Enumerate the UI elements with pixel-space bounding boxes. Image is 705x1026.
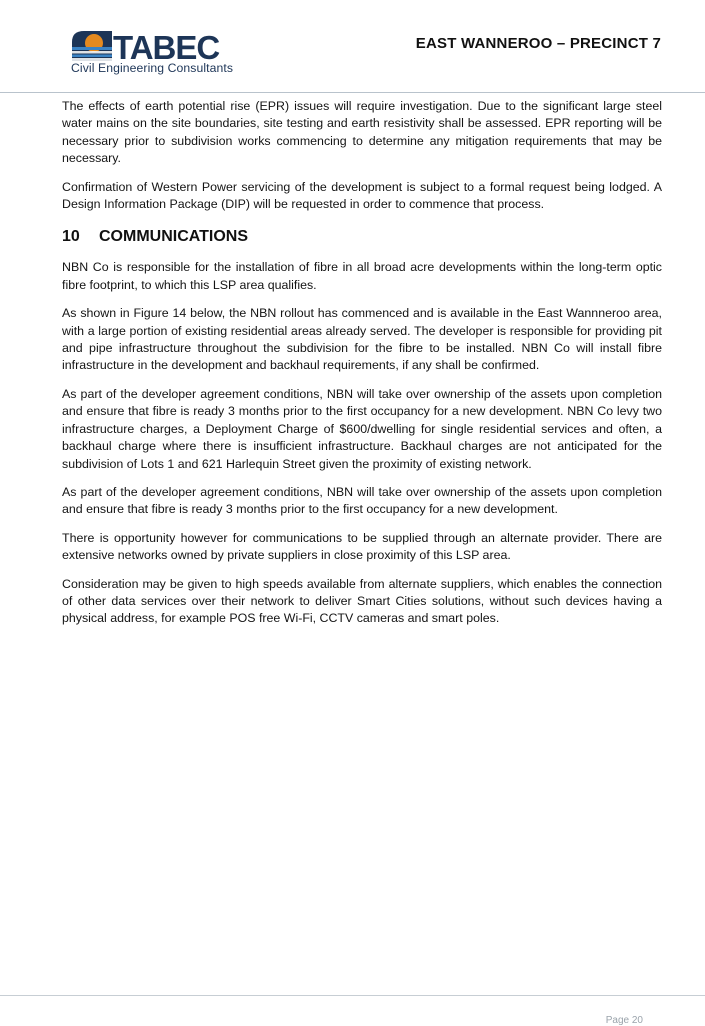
footer-divider [0,995,705,996]
logo-tagline: Civil Engineering Consultants [71,61,234,75]
paragraph: As shown in Figure 14 below, the NBN rollout has commenced and is available in the East Wannneroo area, with a large portion of existing residential areas already served. The developer is responsible for providing pit and pipe infrastructure throughout the subdivision for the fibre to be installed. NBN Co will install fibre infrastructure in the development and backhaul requirements, if any shall be confirmed. [62,306,662,373]
page-number: Page 20 [605,1015,643,1026]
paragraph-epr: The effects of earth potential rise (EPR) issues will require investigation. Due to the significant large steel water mains on the site boundaries, site testing and earth resistivity shall be assessed. EPR reporting will be necessary prior to subdivision works commencing to determine any mitigation requirements that may be necessary. [62,99,662,166]
section-number: 10 [62,228,80,246]
paragraph: There is opportunity however for communications to be supplied through an alternate provider. There are extensive networks owned by private suppliers in close proximity of this LSP area. [62,530,662,563]
tabec-logo [70,28,245,78]
paragraph: Consideration may be given to high speeds available from alternate suppliers, which enables the connection of other data services over their network to deliver Smart Cities solutions, without such devices having a physical address, for example POS free Wi-Fi, CCTV cameras and smart poles. [62,576,662,626]
section-title: COMMUNICATIONS [99,228,249,246]
paragraph: As part of the developer agreement conditions, NBN will take over ownership of the assets upon completion and ensure that fibre is ready 3 months prior to the first occupancy for a new development. [62,484,662,517]
logo-wordmark: TABEC [113,29,220,62]
paragraph: NBN Co is responsible for the installation of fibre in all broad acre developments within the long-term optic fibre footprint, to which this LSP area qualifies. [62,260,662,292]
tabec-logo-mark [70,28,245,62]
paragraph: As part of the developer agreement conditions, NBN will take over ownership of the assets upon completion and ensure that fibre is ready 3 months prior to the first occupancy for a new development. NBN Co levy two infrastructure charges, a Deployment Charge of $600/dwelling for single residential services and often, a backhaul charge where there is insufficient infrastructure. Backhaul charges are not anticipated for the subdivision of Lots 1 and 621 Harlequin Street given the proximity of existing network. [62,386,662,471]
page-header [0,0,705,94]
section-heading [62,228,662,246]
page-body [62,98,662,639]
header-divider [0,92,705,93]
document-title: EAST WANNEROO – PRECINCT 7 [415,35,661,52]
paragraph-western-power: Confirmation of Western Power servicing of the development is subject to a formal request being lodged. A Design Information Package (DIP) will be requested in order to commence that process. [62,179,662,212]
